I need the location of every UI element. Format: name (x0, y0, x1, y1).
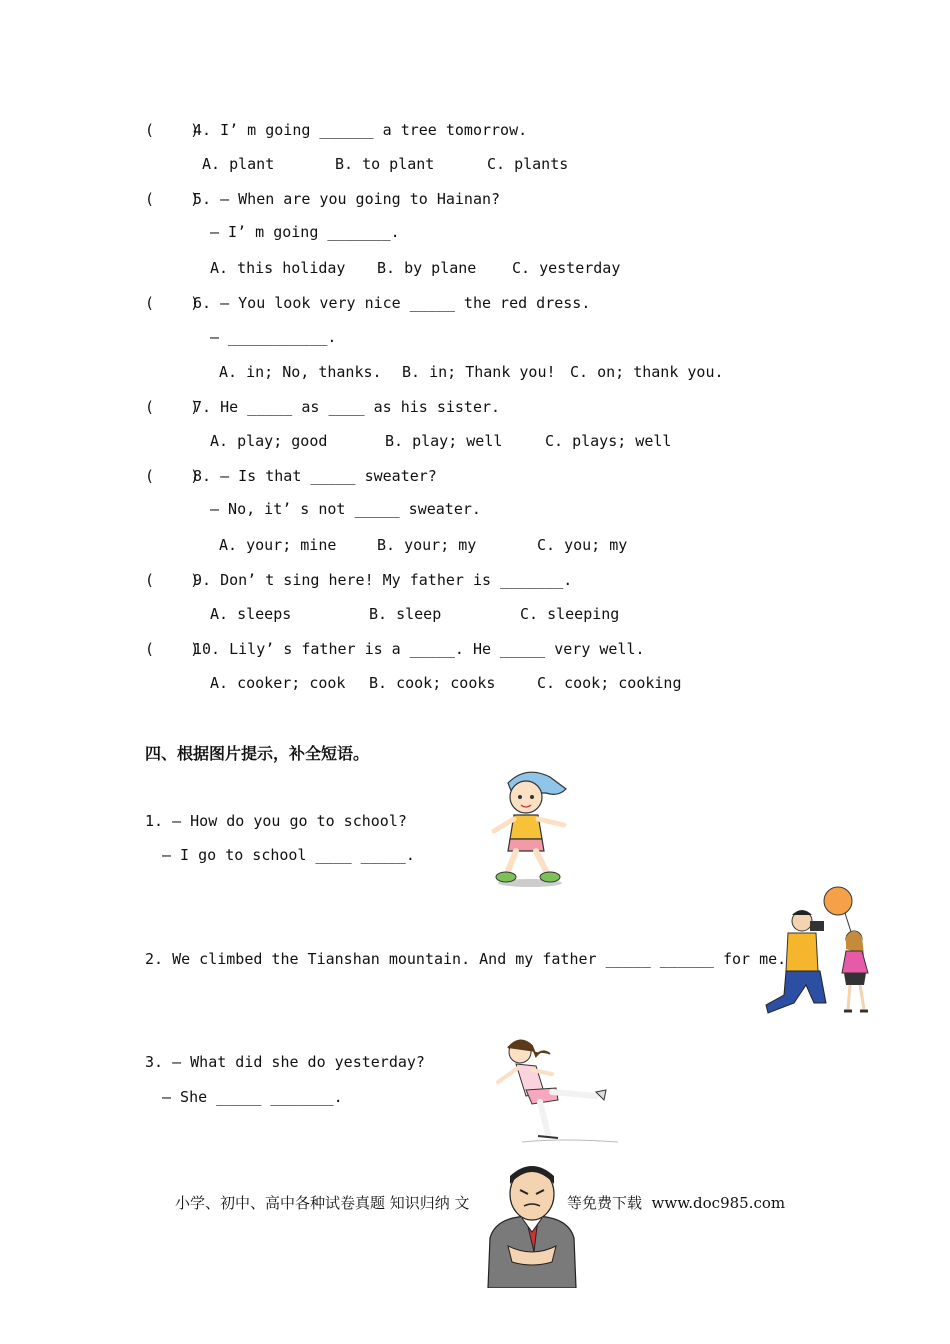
q6-bracket: ( ) (145, 294, 200, 312)
q10-option-c: C. cook; cooking (537, 674, 682, 692)
q9-bracket: ( ) (145, 571, 200, 589)
s4-item3-line1: 3. — What did she do yesterday? (145, 1053, 425, 1071)
q5-option-b: B. by plane (377, 259, 477, 277)
q7-bracket: ( ) (145, 398, 200, 416)
q8-bracket: ( ) (145, 467, 200, 485)
q4-bracket: ( ) (145, 121, 200, 139)
q8-stem: 8. — Is that _____ sweater? (193, 467, 437, 485)
q10-option-b: B. cook; cooks (369, 674, 496, 692)
q6-option-b: B. in; Thank you! (402, 363, 556, 381)
q5-option-a: A. this holiday (210, 259, 346, 277)
s4-item1-line2: — I go to school ____ _____. (162, 846, 415, 864)
stomachache-man-image (486, 1162, 578, 1288)
q7-stem: 7. He _____ as ____ as his sister. (193, 398, 501, 416)
footer-text-right: 等免费下载 www.doc985.com (567, 1194, 786, 1212)
photographer-image (760, 885, 882, 1021)
section4-heading: 四、根据图片提示，补全短语。 (145, 744, 370, 763)
q10-bracket: ( ) (145, 640, 200, 658)
q5-reply: — I’ m going _______. (210, 223, 400, 241)
q8-reply: — No, it’ s not _____ sweater. (210, 500, 481, 518)
q8-option-c: C. you; my (537, 536, 628, 554)
q6-reply: — ___________. (210, 328, 337, 346)
q8-option-a: A. your; mine (219, 536, 337, 554)
skating-girl-image (492, 1034, 620, 1154)
s4-item1-line1: 1. — How do you go to school? (145, 812, 407, 830)
q9-option-b: B. sleep (369, 605, 442, 623)
q7-option-a: A. play; good (210, 432, 328, 450)
q9-option-c: C. sleeping (520, 605, 620, 623)
q4-option-c: C. plants (487, 155, 569, 173)
q9-stem: 9. Don’ t sing here! My father is _______. (193, 571, 573, 589)
walking-boy-image (488, 763, 570, 889)
q8-option-b: B. your; my (377, 536, 477, 554)
q6-option-c: C. on; thank you. (570, 363, 724, 381)
q7-option-b: B. play; well (385, 432, 503, 450)
s4-item2-line1: 2. We climbed the Tianshan mountain. And my father _____ ______ for me. (145, 950, 787, 968)
q4-stem: 4. I’ m going ______ a tree tomorrow. (193, 121, 528, 139)
footer-text-left: 小学、初中、高中各种试卷真题 知识归纳 文 (175, 1194, 470, 1212)
q9-option-a: A. sleeps (210, 605, 292, 623)
s4-item3-line2: — She _____ _______. (162, 1088, 343, 1106)
q6-stem: 6. — You look very nice _____ the red dress. (193, 294, 591, 312)
q4-option-a: A. plant (202, 155, 275, 173)
q5-option-c: C. yesterday (512, 259, 621, 277)
q7-option-c: C. plays; well (545, 432, 672, 450)
q4-option-b: B. to plant (335, 155, 435, 173)
q6-option-a: A. in; No, thanks. (219, 363, 382, 381)
q10-option-a: A. cooker; cook (210, 674, 346, 692)
q5-bracket: ( ) (145, 190, 200, 208)
q10-stem: 10. Lily’ s father is a _____. He _____ very well. (193, 640, 645, 658)
q5-stem: 5. — When are you going to Hainan? (193, 190, 501, 208)
